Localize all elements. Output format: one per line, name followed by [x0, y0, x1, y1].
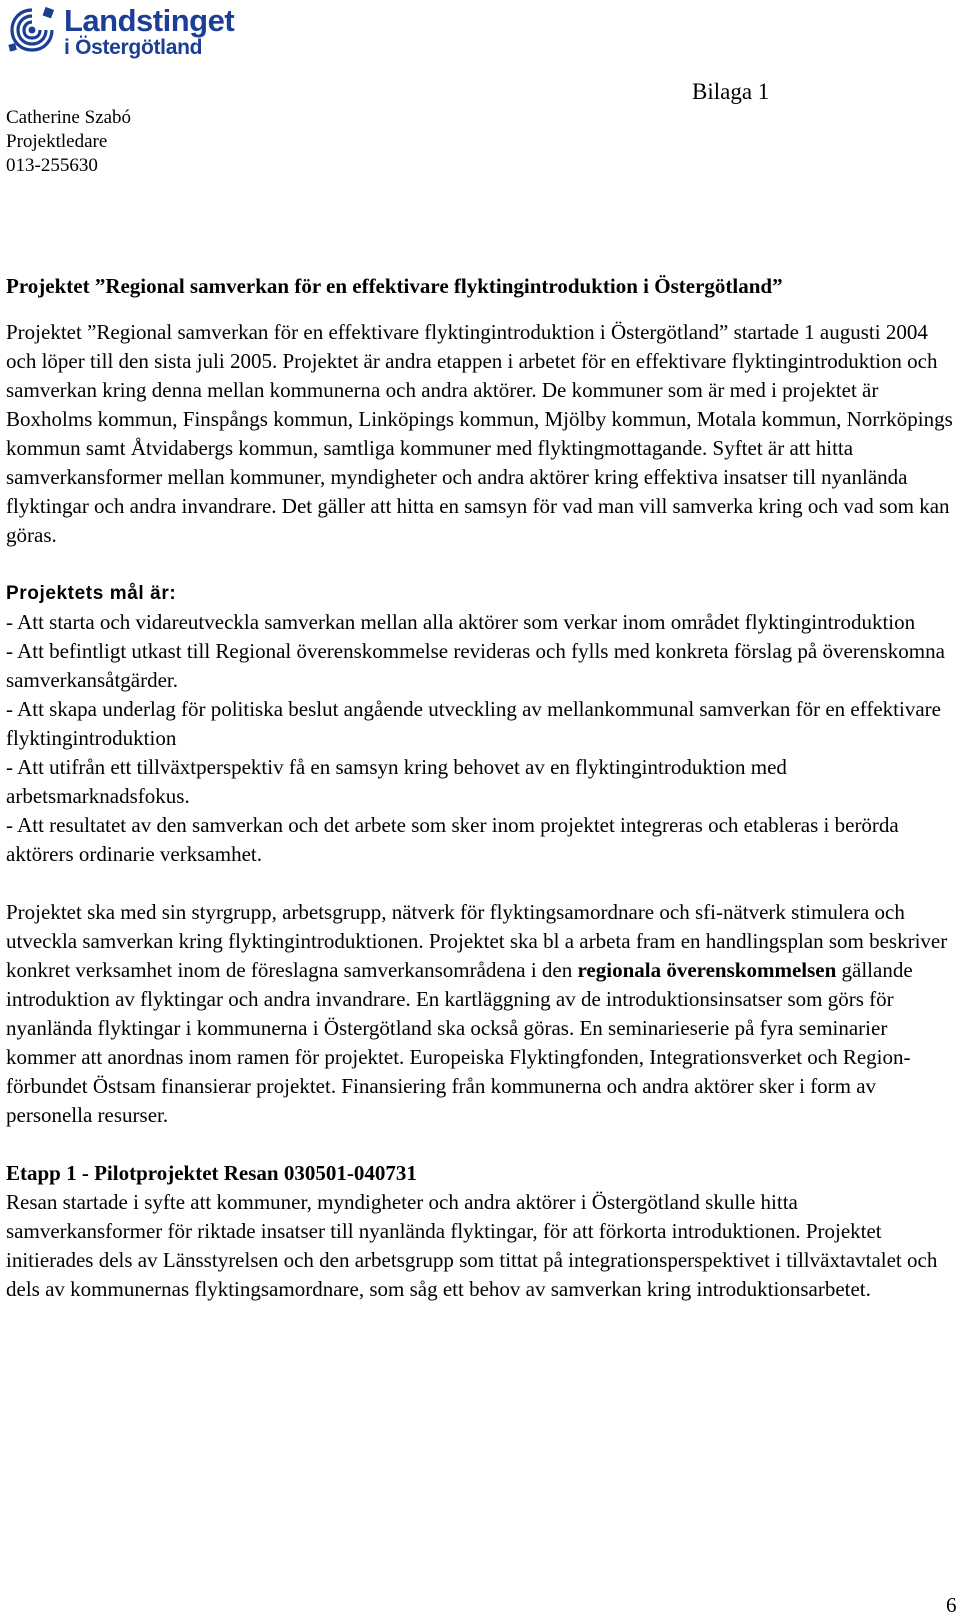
intro-paragraph: Projektet ”Regional samverkan för en effektivare flyktingintroduktion i Östergötland” startade 1 augusti 2004 och löper till den sista juli 2005. Projektet är andra etappen i arbetet för en effektivare flyktingintroduktion och samverkan kring denna mellan kommunerna och andra aktörer. De kommuner som är med i projektet är Boxholms kommun, Finspångs kommun, Linköpings kommun, Mjölby kommun, Motala kommun, Norrköpings kommun samt Åtvidabergs kommun, samtliga kommuner med flyktingmottagande. Syftet är att hitta samverkansformer mellan kommuner, myndigheter och andra aktörer kring effektiva insatser till nyanlända flyktingar och andra invandrare. Det gäller att hitta en samsyn för vad man vill samverka kring och vad som kan göras.: [6, 320, 953, 547]
goals-heading: Projektets mål är:: [6, 583, 177, 604]
logo-emblem-icon: [6, 4, 58, 60]
sender-name: Catherine Szabó: [6, 107, 132, 128]
goal-item: - Att skapa underlag för politiska beslut angående utveckling av mellankommunal samverkan för en effektivare flyktingintroduktion: [6, 697, 941, 750]
plan-text-part2: gällande introduktion av flyktingar och andra invandrare. En kartläggning av de introduktionsinsatser som görs för nyanlända flyktingar i kommunerna i Östergötland ska också göras. En seminarieserie på fyra seminarier kommer att anordnas inom ramen för projektet. Europeiska Flyktingfonden, Integrationsverket och Region-förbundet Östsam finansierar projektet. Finansiering från kommunerna och andra aktörer sker i form av personella resurser.: [6, 958, 913, 1127]
etapp-paragraph: Resan startade i syfte att kommuner, myndigheter och andra aktörer i Östergötland skulle hitta samverkansformer för riktade insatser till nyanlända flyktingar, för att förkorta introduktionen. Projektet initierades dels av Länsstyrelsen och den arbetsgrupp som tittat på integrationsperspektivet i tillväxtavtalet och dels av kommunernas flyktingsamordnare, som såg ett behov av samverkan kring introduktionsarbetet.: [6, 1190, 938, 1301]
document-body: [6, 272, 954, 1333]
sender-block: [6, 106, 131, 178]
plan-paragraph: [6, 898, 954, 1130]
plan-text-bold: regionala överenskommelsen: [577, 958, 837, 982]
page-number: 6: [946, 1593, 957, 1617]
plan-text-part1: Projektet ska med sin styrgrupp, arbetsgrupp, nätverk för flyktingsamordnare och sfi-nätverk stimulera och utveckla samverkan kring flyktingintroduktionen. Projektet ska bl a arbeta fram en handlingsplan som beskriver konkret verksamhet inom de föreslagna samverkansområdena i den: [6, 900, 948, 982]
document-title: Projektet ”Regional samverkan för en effektivare flyktingintroduktion i Östergötland”: [6, 274, 783, 298]
goal-item: - Att starta och vidareutveckla samverkan mellan alla aktörer som verkar inom området flyktingintroduktion: [6, 610, 916, 634]
attachment-label: Bilaga 1: [692, 79, 770, 104]
sender-role: Projektledare: [6, 131, 108, 152]
goals-section: [6, 579, 954, 869]
landstinget-logo: [6, 2, 246, 64]
goal-item: - Att befintligt utkast till Regional överenskommelse revideras och fylls med konkreta förslag på överenskomna samverkansåtgärder.: [6, 639, 945, 692]
logo-title: Landstinget: [64, 3, 235, 38]
sender-phone: 013-255630: [6, 155, 98, 176]
goal-item: - Att utifrån ett tillväxtperspektiv få en samsyn kring behovet av en flyktingintroduktion med arbetsmarknadsfokus.: [6, 755, 787, 808]
etapp-heading: Etapp 1 - Pilotprojektet Resan 030501-040731: [6, 1161, 417, 1185]
logo-subtitle: i Östergötland: [64, 36, 203, 59]
goal-item: - Att resultatet av den samverkan och det arbete som sker inom projektet integreras och etableras i berörda aktörers ordinarie verksamhet.: [6, 813, 899, 866]
